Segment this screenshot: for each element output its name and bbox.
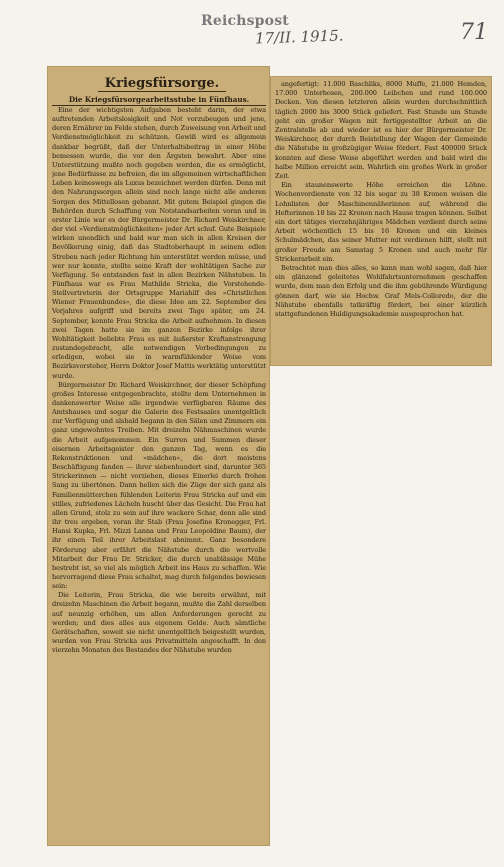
- paragraph: Die Leiterin, Frau Stricka, die wie bereits erwähnt, mit dreizehn Maschinen die Arbeit begann, mußte die Zahl derselben auf neunzig erhöhen, um allen Anforderungen gerecht zu werden; und dies alles aus eigenem Gelde. Auch sämtliche Gerätschaften, soweit sie nicht unentgeltlich beigestellt wurden, wurden von Frau Stricka aus Privatmitteln angeschafft. In den vierzehn Monaten des Bestandes der Nähstube wurden: [52, 591, 266, 655]
- handwritten-number: 71: [460, 20, 488, 45]
- paragraph: Betrachtet man dies alles, so kann man wohl sagen, daß hier ein glänzend geleitetes Wohlfahrtsunternehmen geschaffen wurde, dem man den Erfolg und die ihm gebührende Würdigung gönnen darf, wie sie Hochw. Graf Mels-Colloredo, der die Nähstube ebenfalls tatkräftig fördert, bei einer kürzlich stattgefundenen Huldigungsakademie ausgesprochen hat.: [275, 264, 487, 319]
- article-title: Kriegsfürsorge.: [98, 76, 226, 92]
- column-2-text: [275, 80, 487, 362]
- paragraph: Ein staunenswerte Höhe erreichen die Löhne. Wochenverdienste von 32 bis sogar zu 38 Kronen weisen die Lohnlisten der Maschinennäherinnen auf, während die Hefterinnen 18 bis 22 Kronen nach Hause tragen können. Selbst ein dort tätiges vierzehnjähriges Mädchen verdient durch seine Arbeit wöchentlich 15 bis 16 Kronen und ein kleines Schulmädchen, das seiner Mutter mit verdienen hilft, stellt mit großer Freude am Samstag 5 Kronen und auch mehr für Strickerarbeit ein.: [275, 181, 487, 263]
- newspaper-stamp: Reichspost: [201, 13, 289, 29]
- article-subtitle: Die Kriegsfürsorgearbeitsstube in Fünfhaus.: [52, 95, 266, 106]
- column-1-text: [52, 106, 266, 841]
- paragraph: angefertigt: 11.000 Baschliks, 8000 Muffe, 21.000 Hemden, 17.000 Unterhosen, 200.000 Leibchen und rund 100.000 Decken. Von diesen letzteren allein wurden durchschnittlich täglich 2000 bis 3000 Stück geliefert. Fast Stunde um Stunde geht ein großer Wagen mit fertiggestellter Arbeit an die Zentralstelle ab und wieder ist es hier der Bürgermeister Dr. Weiskirchner, der durch Beistellung der Wagen der Gemeinde die Nähstube in großzügiger Weise fördert. Fast 400000 Stück konnten auf diese Weise abgeführt werden und bald wird die halbe Million erreicht sein. Wahrlich ein großes Werk in großer Zeit.: [275, 80, 487, 181]
- paragraph: Eine der wichtigsten Aufgaben besteht darin, der etwa auftretenden Arbeitslosigkeit und Not vorzubeugen und jene, deren Ernährer im Felde stehen, durch Zuweisung von Arbeit und Verdienstmöglichkeit zu schützen. Gewiß wird es allgemein dankbar begrüßt, daß der Unterhaltsbeitrag in einer Höhe bemessen wurde, die vor den Ärgsten bewahrt. Aber eine Unterstützung mußte noch gegeben werden, die es ermöglicht, jene Bedürfnisse zu befreien, die im allgemeinen wirtschaftlichen Leben keineswegs als Luxus bezeichnet werden dürfen. Denn mit den Nahrungssorgen allein sind noch lange nicht alle anderen Sorgen des Mittellosen gebannt. Mit gutem Beispiel gingen die Behörden durch Schaffung von Notstandsarbeiten voran und in erster Linie war es der Bürgermeister Dr. Richard Weiskirchner, der viel »Verdienstmöglichkeiten« jeder Art schuf. Gute Beispiele wirken unendlich und bald war man sich in allen Kreisen der Bevölkerung einig, daß das Stadtoberhaupt in seinem edlen Streben nach jeder Richtung hin unterstützt werden müsse, und wer nur konnte, stellte seine Kraft der wohltätigen Sache zur Verfügung. So entstanden fast in allen Bezirken Nähstuben. In Fünfhaus war es Frau Mathilde Stricka, die Vorstehende-Stellvertreterin der Ortsgruppe Mariahilf des »Christlichen Wiener Frauenbundes«, die diese Idee am 22. September des Vorjahres aufgriff und bereits zwei Tage später, am 24. September, konnte Frau Stricka die Arbeit aufnehmen. In diesen zwei Tagen hatte sie im ganzen Bezirke infolge ihrer Wohltätigkeit beliebte Frau es mit äußerster Kraftanstrengung zustandegebracht, alle notwendigen Vorbedingungen zu erledigen, wobei sie in warmfühlender Weise vom Bezirksvorsteher, Herrn Doktor Josef Mattis werktätig unterstützt wurde.: [52, 106, 266, 380]
- paragraph: Bürgermeister Dr. Richard Weiskirchner, der dieser Schöpfung großes Interesse entgegenbrachte, stellte dem Unternehmen in dankenswerter Weise alle irgendwie verfügbaren Räume des Amtshauses und sogar die Galerie des Festsaales unentgeltlich zur Verfügung und alsbald begann in den Sälen und Zimmern ein ganz ungewohntes Treiben. Mit dreizehn Nähmaschinen wurde die Arbeit aufgenommen. Ein Surren und Summen dieser eisernen Arbeitsgeister den ganzen Tag, wenn es die Rekonstruktionen und »mädchen«, die dort meistens Beschäftigung fanden — ihrer siebenhundert sind, darunter 365 Strickerinnen — nicht vorziehen, dieses Einerlei durch frohen Sang zu übertönen. Dann hellen sich die Züge der sich ganz als Familienmütterchen fühlenden Leiterin Frau Stricka auf und ein stilles, zufriedenes Lächeln huscht über das Gesicht. Die Frau hat allen Grund, stolz zu sein auf ihre wackere Schar, denn alle sind ihr treu ergeben, voran ihr Stab (Frau Josefine Kronegger, Frl. Hansi Kupka, Frl. Mizzi Lanna und Frau Leopoldine Baum), der ihr einen Teil ihrer Arbeitslast abnimmt. Ganz besondere Förderung aber erfährt die Nähstube durch die wertvolle Mitarbeit der Frau Dr. Stricker, die durch unablässige Mühe bestrebt ist, so viel als möglich Arbeit ins Haus zu schaffen. Wie hervorragend diese Frau schaltet, mag durch folgendes bewiesen sein:: [52, 380, 266, 591]
- handwritten-date: 17/II. 1915.: [254, 26, 344, 48]
